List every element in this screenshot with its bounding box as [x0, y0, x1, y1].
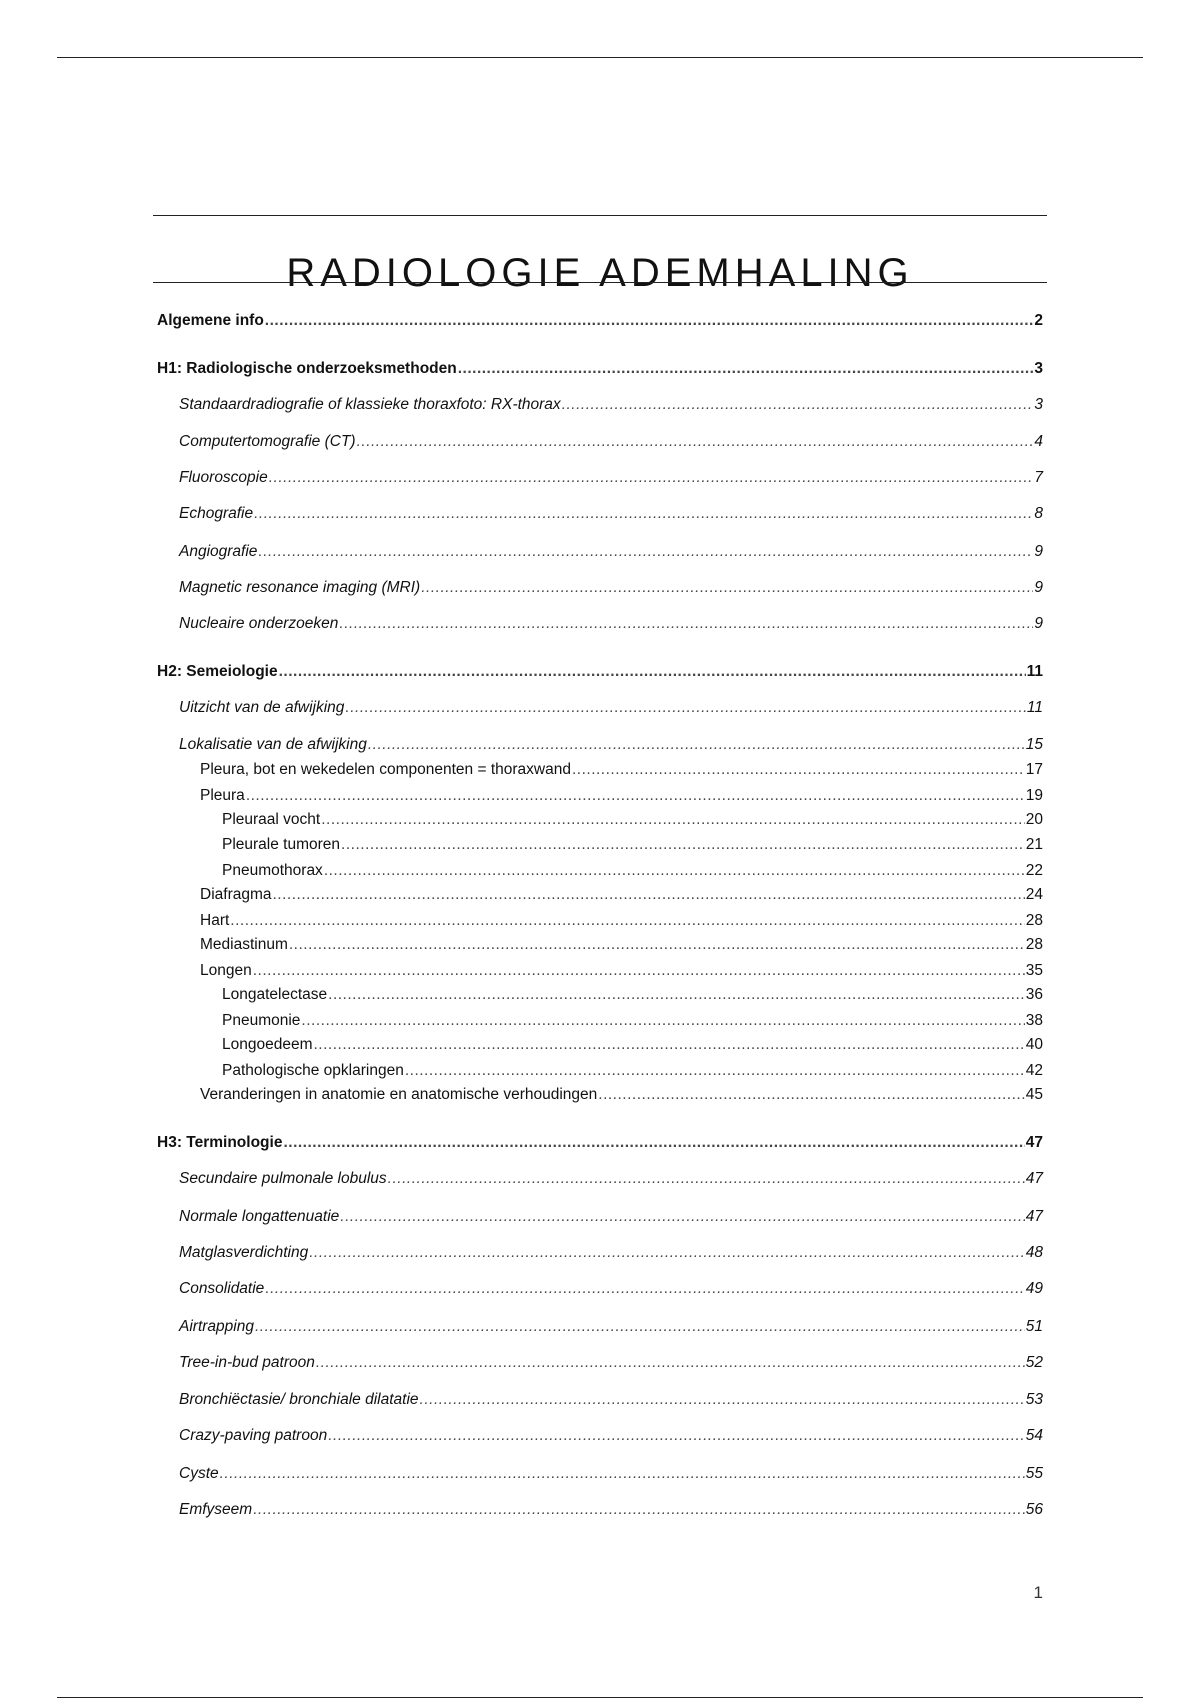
toc-entry-title: Bronchiëctasie/ bronchiale dilatatie: [179, 1391, 419, 1408]
toc-entry-title: Secundaire pulmonale lobulus: [179, 1170, 387, 1187]
toc-dot-leader: [258, 541, 1033, 563]
toc-dot-leader: [279, 661, 1026, 683]
toc-entry[interactable]: [157, 1463, 1043, 1485]
toc-entry-title: Pleurale tumoren: [222, 836, 341, 853]
toc-dot-leader: [598, 1084, 1024, 1106]
toc-entry-page-number: 2: [1034, 312, 1043, 329]
toc-entry-title: Tree-in-bud patroon: [179, 1354, 315, 1371]
toc-dot-leader: [273, 884, 1025, 906]
toc-entry[interactable]: [157, 1084, 1043, 1106]
toc-entry[interactable]: [157, 860, 1043, 882]
toc-entry-title: Diafragma: [200, 886, 272, 903]
toc-entry-page-number: 11: [1026, 699, 1043, 716]
toc-dot-leader: [265, 310, 1034, 332]
toc-entry-title: Angiografie: [179, 543, 258, 560]
toc-dot-leader: [283, 1132, 1024, 1154]
toc-entry-page-number: 51: [1025, 1318, 1043, 1335]
toc-entry-page-number: 47: [1025, 1170, 1043, 1187]
toc-entry[interactable]: [157, 1168, 1043, 1190]
toc-entry[interactable]: [157, 467, 1043, 489]
toc-dot-leader: [368, 734, 1025, 756]
toc-entry-title: Cyste: [179, 1465, 219, 1482]
toc-entry-title: Algemene info: [157, 312, 264, 329]
toc-dot-leader: [562, 394, 1034, 416]
toc-entry[interactable]: [157, 984, 1043, 1006]
toc-entry-page-number: 9: [1034, 543, 1043, 560]
toc-entry[interactable]: [157, 1352, 1043, 1374]
toc-entry-page-number: 7: [1034, 469, 1043, 486]
toc-entry[interactable]: [157, 431, 1043, 453]
toc-entry-page-number: 11: [1026, 663, 1043, 680]
toc-entry-page-number: 21: [1025, 836, 1043, 853]
toc-entry-title: Longen: [200, 962, 252, 979]
toc-dot-leader: [253, 960, 1025, 982]
toc-dot-leader: [316, 1352, 1025, 1374]
toc-entry[interactable]: [157, 1499, 1043, 1521]
page-top-rule: [57, 57, 1143, 58]
toc-entry-page-number: 17: [1025, 761, 1043, 778]
toc-dot-leader: [345, 697, 1025, 719]
toc-dot-leader: [254, 503, 1033, 525]
toc-entry[interactable]: [157, 394, 1043, 416]
toc-entry[interactable]: [157, 834, 1043, 856]
page-bottom-rule: [57, 1697, 1143, 1698]
toc-entry-title: Normale longattenuatie: [179, 1208, 340, 1225]
toc-dot-leader: [314, 1034, 1025, 1056]
toc-entry-page-number: 47: [1025, 1134, 1043, 1151]
toc-entry-title: Pneumothorax: [222, 862, 323, 879]
toc-entry[interactable]: [157, 1242, 1043, 1264]
toc-entry-title: Mediastinum: [200, 936, 288, 953]
toc-dot-leader: [309, 1242, 1025, 1264]
toc-entry-page-number: 48: [1025, 1244, 1043, 1261]
toc-entry-page-number: 38: [1025, 1012, 1043, 1029]
toc-dot-leader: [341, 834, 1025, 856]
toc-entry-page-number: 52: [1025, 1354, 1043, 1371]
toc-entry-title: Crazy-paving patroon: [179, 1427, 328, 1444]
toc-entry[interactable]: [157, 1278, 1043, 1300]
toc-entry[interactable]: [157, 1316, 1043, 1338]
toc-entry-page-number: 45: [1025, 1086, 1043, 1103]
toc-dot-leader: [420, 1389, 1025, 1411]
toc-entry-page-number: 42: [1025, 1062, 1043, 1079]
toc-entry[interactable]: [157, 697, 1043, 719]
toc-entry[interactable]: [157, 541, 1043, 563]
toc-dot-leader: [357, 431, 1034, 453]
toc-entry[interactable]: [157, 310, 1043, 332]
toc-entry-title: Echografie: [179, 505, 254, 522]
toc-dot-leader: [388, 1168, 1025, 1190]
toc-dot-leader: [405, 1060, 1025, 1082]
toc-entry-page-number: 54: [1025, 1427, 1043, 1444]
toc-dot-leader: [328, 1425, 1025, 1447]
toc-entry[interactable]: [157, 884, 1043, 906]
toc-entry-page-number: 56: [1025, 1501, 1043, 1518]
toc-entry[interactable]: [157, 809, 1043, 831]
toc-entry[interactable]: [157, 577, 1043, 599]
toc-entry-page-number: 22: [1025, 862, 1043, 879]
toc-entry-page-number: 9: [1034, 615, 1043, 632]
toc-entry-title: Lokalisatie van de afwijking: [179, 736, 367, 753]
toc-entry-title: Emfyseem: [179, 1501, 253, 1518]
toc-dot-leader: [324, 860, 1025, 882]
toc-entry-page-number: 40: [1025, 1036, 1043, 1053]
toc-entry-title: Computertomografie (CT): [179, 433, 356, 450]
toc-entry-page-number: 35: [1025, 962, 1043, 979]
toc-entry-page-number: 9: [1034, 579, 1043, 596]
toc-entry[interactable]: [157, 1010, 1043, 1032]
toc-entry-page-number: 3: [1034, 396, 1043, 413]
toc-entry-page-number: 53: [1025, 1391, 1043, 1408]
toc-entry[interactable]: [157, 960, 1043, 982]
toc-entry-title: Pathologische opklaringen: [222, 1062, 404, 1079]
toc-entry-title: Magnetic resonance imaging (MRI): [179, 579, 421, 596]
document-title: RADIOLOGIE ADEMHALING: [286, 250, 914, 295]
toc-entry-page-number: 28: [1025, 936, 1043, 953]
toc-entry-page-number: 55: [1025, 1465, 1043, 1482]
toc-entry[interactable]: [157, 358, 1043, 380]
toc-entry[interactable]: [157, 934, 1043, 956]
toc-entry-title: Fluoroscopie: [179, 469, 268, 486]
toc-entry-title: Pleuraal vocht: [222, 811, 321, 828]
toc-entry[interactable]: [157, 661, 1043, 683]
toc-entry-title: Consolidatie: [179, 1280, 265, 1297]
toc-entry-title: Matglasverdichting: [179, 1244, 309, 1261]
title-top-rule: [153, 215, 1047, 216]
toc-entry-page-number: 24: [1025, 886, 1043, 903]
toc-entry[interactable]: [157, 759, 1043, 781]
toc-dot-leader: [301, 1010, 1024, 1032]
toc-entry-page-number: 8: [1034, 505, 1043, 522]
toc-dot-leader: [572, 759, 1025, 781]
toc-entry-page-number: 49: [1025, 1280, 1043, 1297]
toc-entry-title: Standaardradiografie of klassieke thoraxfoto: RX-thorax: [179, 396, 561, 413]
toc-entry[interactable]: [157, 503, 1043, 525]
toc-entry-title: H1: Radiologische onderzoeksmethoden: [157, 360, 457, 377]
toc-entry-page-number: 4: [1034, 433, 1043, 450]
toc-dot-leader: [253, 1499, 1025, 1521]
toc-entry-page-number: 19: [1025, 787, 1043, 804]
toc-dot-leader: [339, 613, 1033, 635]
toc-dot-leader: [230, 910, 1024, 932]
toc-entry-title: Longoedeem: [222, 1036, 313, 1053]
toc-dot-leader: [328, 984, 1025, 1006]
toc-entry-page-number: 20: [1025, 811, 1043, 828]
toc-entry-page-number: 36: [1025, 986, 1043, 1003]
toc-entry-page-number: 47: [1025, 1208, 1043, 1225]
toc-dot-leader: [269, 467, 1034, 489]
toc-dot-leader: [246, 785, 1025, 807]
toc-dot-leader: [289, 934, 1025, 956]
toc-entry-page-number: 28: [1025, 912, 1043, 929]
toc-entry[interactable]: [157, 1206, 1043, 1228]
toc-entry-title: Hart: [200, 912, 230, 929]
toc-entry-page-number: 3: [1034, 360, 1043, 377]
toc-entry-title: Pleura, bot en wekedelen componenten = thoraxwand: [200, 761, 571, 778]
toc-entry[interactable]: [157, 1389, 1043, 1411]
toc-entry[interactable]: [157, 785, 1043, 807]
toc-entry-title: Pneumonie: [222, 1012, 301, 1029]
toc-entry[interactable]: [157, 1034, 1043, 1056]
toc-dot-leader: [255, 1316, 1025, 1338]
toc-entry-title: Longatelectase: [222, 986, 328, 1003]
toc-entry[interactable]: [157, 1132, 1043, 1154]
toc-entry[interactable]: [157, 1060, 1043, 1082]
toc-entry-page-number: 15: [1025, 736, 1043, 753]
title-bottom-rule: [153, 282, 1047, 283]
toc-dot-leader: [220, 1463, 1025, 1485]
toc-entry[interactable]: [157, 1425, 1043, 1447]
toc-entry-title: Veranderingen in anatomie en anatomische verhoudingen: [200, 1086, 598, 1103]
toc-dot-leader: [340, 1206, 1024, 1228]
page-number: 1: [1033, 1583, 1043, 1602]
toc-entry[interactable]: [157, 613, 1043, 635]
toc-entry-title: Airtrapping: [179, 1318, 254, 1335]
toc-entry[interactable]: [157, 910, 1043, 932]
toc-entry[interactable]: [157, 734, 1043, 756]
toc-entry-title: Pleura: [200, 787, 245, 804]
toc-dot-leader: [421, 577, 1033, 599]
toc-entry-title: H2: Semeiologie: [157, 663, 278, 680]
toc-dot-leader: [321, 809, 1025, 831]
toc-entry-title: Nucleaire onderzoeken: [179, 615, 339, 632]
toc-entry-title: H3: Terminologie: [157, 1134, 283, 1151]
toc-dot-leader: [458, 358, 1034, 380]
toc-entry-title: Uitzicht van de afwijking: [179, 699, 345, 716]
toc-dot-leader: [265, 1278, 1024, 1300]
